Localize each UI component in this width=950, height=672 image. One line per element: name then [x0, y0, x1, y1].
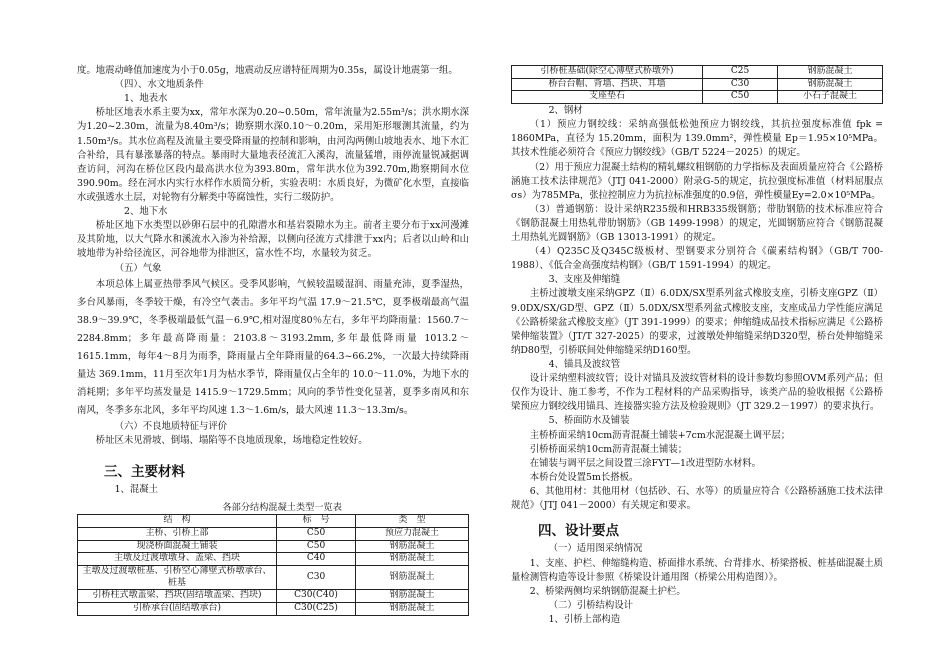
table-cell: C50 — [277, 540, 356, 553]
table-cell: 引桥桩基础(除空心薄壁式桥墩外) — [512, 66, 703, 79]
table-cell: C30 — [277, 566, 356, 590]
left-column — [77, 64, 469, 616]
subsection-approach-design: （二）引桥结构设计 — [548, 599, 633, 611]
table-cell: 引桥柱式墩盖梁、挡块(固结墩盖梁、挡块) — [78, 590, 277, 603]
table-cell: 主桥、引桥上部 — [78, 528, 277, 541]
table-cell: 钢筋混凝土 — [356, 590, 469, 603]
paragraph-other-materials: 6、其他用材：其他用材（包括砂、石、水等）的质量应符合《公路桥涵施工技术法律规范》（JTJ 041－2000）有关规定和要求。 — [511, 486, 883, 512]
table-cell: C50 — [703, 91, 778, 104]
header-structure: 结 构 — [78, 515, 277, 528]
paragraph-seismic: 度。地震动峰值加速度为小于0.05g，地震动反应谱特征周期为0.35s，属设计地震第一组。 — [77, 65, 458, 76]
table-caption: 各部分结构混凝土类型一览表 — [222, 501, 342, 513]
subsection-steel: 2、钢材 — [548, 105, 583, 117]
table-cell: C30(C40) — [277, 590, 356, 603]
paragraph-anchors: 设计采纳塑料波纹管；设计对锚具及波纹管材料的设计参数均参照OVM系列产品；但仅作为设计、施工参考，不作为工程材料的产品采购指导，该类产品的验收根据《公路桥梁预应力钢绞线用锚具、连接器实验方法及检验规则》（JT 329.2－1997）的要求执行。 — [511, 373, 883, 413]
paragraph-bad-geology: 桥址区未见滑坡、倒塌、塌陷等不良地质现象，场地稳定性较好。 — [95, 435, 368, 447]
table-row — [78, 540, 469, 553]
subsection-bearings: 3、支座及伸缩缝 — [548, 274, 621, 286]
heading-main-materials: 三、主要材料 — [104, 464, 185, 481]
table-row — [78, 603, 469, 616]
section-hydrogeology: （四）、水文地质条件 — [114, 79, 204, 91]
table-cell: 钢筋混凝土 — [778, 66, 883, 79]
table-cell: 引桥承台(固结墩承台) — [78, 603, 277, 616]
subsection-anchors: 4、锚具及波纹管 — [548, 359, 621, 371]
table-row — [78, 566, 469, 590]
paragraph-general-2: 2、桥梁两侧均采纳钢筋混凝土护栏。 — [529, 585, 686, 597]
table-cell: 预应力混凝土 — [356, 528, 469, 541]
table-cell: 主墩及过渡墩桩基、引桥空心薄壁式桥墩承台、桩基 — [78, 566, 277, 590]
table-row — [512, 78, 883, 91]
concrete-table-continued — [511, 65, 883, 104]
table-cell: C25 — [703, 66, 778, 79]
paragraph-steel-ordinary: （3）普通钢筋：设计采纳R235级和HRB335级钢筋；带肋钢筋的技术标准应符合《钢筋混凝土用热轧带肋钢筋》（GB 1499-1998）的规定，光圆钢筋应符合《钢筋混凝土用热轧光圆钢筋》（GB 13013-1991）的规定。 — [511, 203, 883, 244]
table-cell: 钢筋混凝土 — [356, 603, 469, 616]
table-cell: C40 — [277, 553, 356, 566]
table-cell: 钢筋混凝土 — [356, 540, 469, 553]
concrete-table — [77, 514, 469, 616]
header-type: 类 型 — [356, 515, 469, 528]
table-header-row — [78, 515, 469, 528]
paragraph-deck-waterproof: 在铺装与调平层之间设置三涂FYT—1改进型防水材料。 — [529, 457, 761, 469]
subsection-upper-structure: 1、引桥上部构造 — [548, 613, 621, 625]
table-cell: 支座垫石 — [512, 91, 703, 104]
table-cell: C30 — [703, 78, 778, 91]
table-cell: 钢筋混凝土 — [778, 78, 883, 91]
table-row — [512, 66, 883, 79]
table-row — [512, 91, 883, 104]
table-cell: 桥台台帽、背墙、挡块、耳墙 — [512, 78, 703, 91]
table-cell: 钢筋混凝土 — [356, 553, 469, 566]
paragraph-steel-rebar-thread: （2）用于预应力混凝土结构的精轧螺纹粗钢筋的力学指标及表面质量应符合《公路桥涵施工技术法律规范》（JTJ 041-2000）附录G-5的规定，抗拉强度标准值（材料屈服点σs）为785MPa，张拉控制应力为抗拉标准强度的0.9倍，弹性模量Ey=2.0×10⁵MPa。 — [511, 161, 883, 201]
table-cell: 钢筋混凝土 — [356, 566, 469, 590]
paragraph-deck-slab: 本桥台处设置5m长搭板。 — [529, 471, 639, 483]
table-cell: 小石子混凝土 — [778, 91, 883, 104]
header-grade: 标 号 — [277, 515, 356, 528]
table-cell: 主墩及过渡墩墩身、盖梁、挡块 — [78, 553, 277, 566]
paragraph-steel-plate: （4）Q235C及Q345C级板材、型钢要求分别符合《碳素结构钢》（GB/T 700-1988）、《低合金高强度结构钢》（GB/T 1591-1994）的规定。 — [511, 246, 883, 272]
subsection-general-drawings: （一）适用图采纳情况 — [548, 543, 643, 555]
paragraph-deck-main: 主桥桥面采纳10cm沥青混凝土铺装+7cm水泥混凝土调平层； — [529, 429, 791, 441]
subsection-groundwater: 2、地下水 — [123, 206, 168, 218]
paragraph-deck-approach: 引桥桥面采纳10cm沥青混凝土铺装； — [529, 443, 688, 455]
table-cell: C30(C25) — [277, 603, 356, 616]
subsection-surface-water: 1、地表水 — [123, 93, 168, 105]
heading-design-points: 四、设计要点 — [538, 523, 619, 540]
paragraph-general-1: 1、支座、护栏、伸缩缝构造、桥面排水系统、台背排水、桥梁搭板、桩基础混凝土质量检测管构造等设计参照《桥梁设计通用图（桥梁公用构造图）》。 — [511, 557, 883, 583]
subsection-deck: 5、桥面防水及铺装 — [548, 415, 630, 427]
table-cell: 现浇桥面混凝土铺装 — [78, 540, 277, 553]
paragraph-steel-strand: （1）预应力钢绞线：采纳高强低松弛预应力钢绞线，其抗拉强度标准值 fpk = 1860MPa，直径为 15.20mm，面积为 139.0mm²，弹性模量 Ep＝1.95×10⁵MPa。其技术性能必须符合《预应力钢绞线》（GB/T 5224－2025）的规定。 — [511, 119, 883, 159]
right-column — [511, 65, 883, 627]
table-row — [78, 553, 469, 566]
table-cell: C50 — [277, 528, 356, 541]
paragraph-surface-water: 桥址区地表水系主要为xx，常年水深为0.20~0.50m，常年流量为2.55m³/s；洪水期水深为1.20~2.30m，流量为8.40m³/s；勘察期水深0.10～0.20m，采用矩形堰测其流量，约为1.50m³/s。其水位高程及流量主要受降雨量的控制和影响，由河沟两侧山坡地表水、地下水汇合补给，具有暴涨暴落的特点。暴雨时大量地表径流汇入溪沟，流量猛增，雨停流量锐减据调查访问，河沟在桥位区段内最高洪水位为393.80m，常年洪水位为392.70m,勘察期间水位390.90m。经在河水内实行水样作水质简分析，实验表明：水质良好，为微矿化水型，直接临水或强透水土层，对轮物有分解类中等腐蚀性，实行二级防护。 — [77, 107, 469, 203]
paragraph-groundwater: 桥址区地下水类型以砂卵石层中的孔隙潜水和基岩裂隙水为主。前者主要分布于xx河漫滩及其阶地，以大气降水和溪流水入渗为补给源，以侧向径流方式排泄于xx内；后者以山岭和山坡地带为补给径流区，河谷地带为排泄区，富水性不均，水量较为贫乏。 — [77, 220, 469, 260]
section-bad-geology: （六）不良地质特征与评价 — [114, 421, 228, 433]
paragraph-climate: 本项总体上属亚热带季风气候区。受季风影响，气候较温暖湿润、雨量充沛，夏季湿热，多台风暴雨，冬季较干燥，有冷空气袭击。多年平均气温 17.9～21.5℃，夏季极端最高气温 38.9～39.9℃，冬季极端最低气温－6.9℃,相对湿度80％左右，多年平均降雨量：1560.7～2284.8mm；多年最高降雨量：2103.8～3193.2mm,多年最低降雨量 1013.2～1615.1mm，每年4～8月为雨季，降雨量占全年降雨量的64.3~66.2%，一次最大持续降雨量达 369.1mm，11月至次年1月为枯水季节，降雨量仅占全年的 10.0～11.0%，为地下水的消耗期；多年平均蒸发量是 1415.9～1729.5mm；风向的季节性变化显著，夏季多南风和东南风，冬季多东北风，多年平均风速 1.3～1.6m/s，最大风速 11.3～13.3m/s。 — [77, 278, 469, 416]
table-row — [78, 590, 469, 603]
paragraph-bearings: 主桥过渡墩支座采纳GPZ（Ⅱ）6.0DX/SX型系列盆式橡胶支座，引桥支座GPZ（Ⅱ）9.0DX/SX/GD型、GPZ（Ⅱ）5.0DX/SX型系列盆式橡胶支座，支座成品力学性能应满足《公路桥梁盆式橡胶支座》（JT 391-1999）的要求；伸缩缝成品技术指标应满足《公路桥梁伸缩装置》（JT/T 327-2025）的要求，过渡墩处伸缩缝采纳D320型，桥台处伸缩缝采纳D80型，引桥联间处伸缩缝采纳D160型。 — [511, 288, 883, 356]
subsection-concrete: 1、混凝土 — [114, 484, 159, 496]
section-climate: （五）气象 — [114, 262, 162, 274]
table-row — [78, 528, 469, 541]
